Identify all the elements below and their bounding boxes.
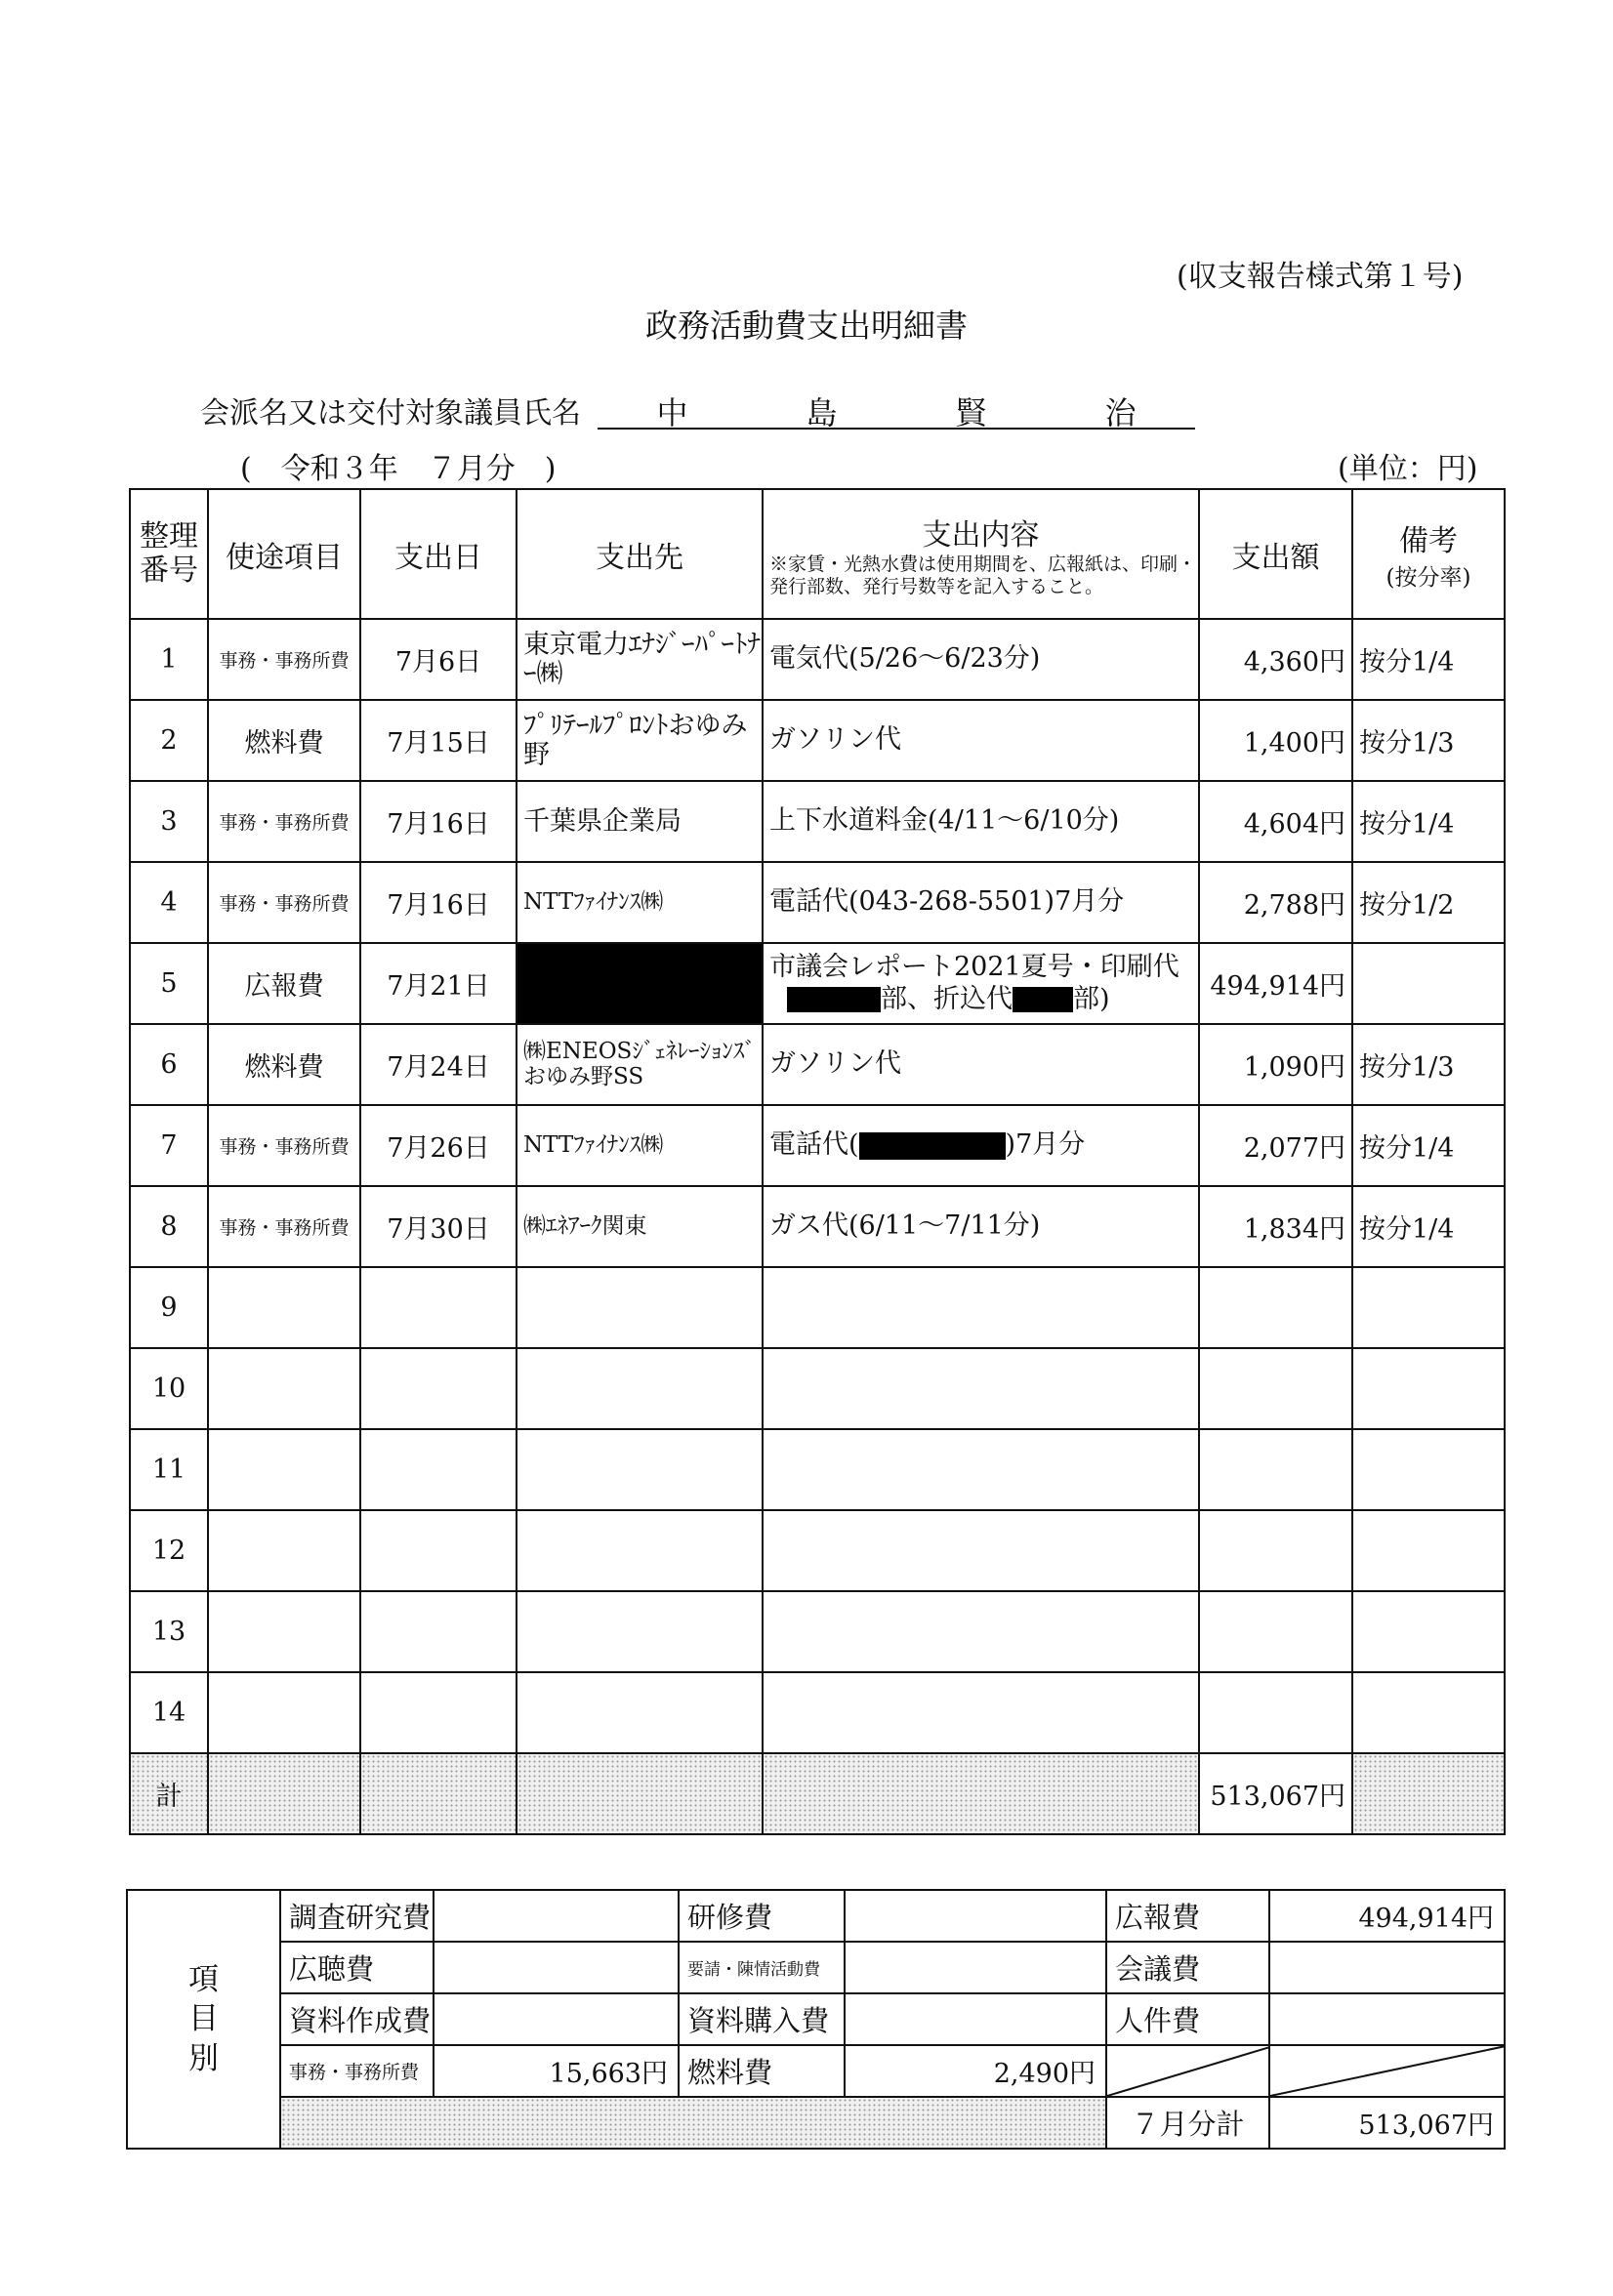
table-row — [130, 700, 1505, 781]
row-payee: NTTﾌｧｲﾅﾝｽ㈱ — [517, 862, 763, 943]
member-name-char: 島 — [806, 394, 838, 431]
diagonal-slash-cell — [1106, 2045, 1269, 2097]
row-content: 電話代(043-268-5501)7月分 — [763, 862, 1199, 943]
summary-item-label: 人件費 — [1106, 1993, 1269, 2045]
row-note: 按分1/3 — [1352, 1024, 1505, 1105]
row-amount: 1,400円 — [1199, 700, 1352, 781]
row-note — [1352, 943, 1505, 1024]
redacted-payee — [517, 943, 763, 1024]
header-content-note: ※家賃・光熱水費は使用期間を、広報紙は、印刷・発行部数、発行号数等を記入すること。 — [769, 553, 1197, 597]
row-payee: NTTﾌｧｲﾅﾝｽ㈱ — [517, 1105, 763, 1186]
summary-item-label: 資料購入費 — [679, 1993, 845, 2045]
form-number: (収支報告様式第１号) — [1177, 260, 1464, 294]
row-content-part: 電話代( — [769, 1129, 859, 1161]
unit-label: (単位：円) — [1338, 452, 1478, 486]
row-content-part: 部) — [1073, 983, 1110, 1014]
row-payee: ㈱ｴﾈｱｰｸ関東 — [517, 1186, 763, 1267]
shaded-cell — [280, 2097, 1106, 2149]
redaction-block — [1013, 987, 1073, 1012]
row-date: 7月6日 — [360, 619, 517, 700]
table-row — [130, 1429, 1505, 1510]
table-row — [130, 619, 1505, 700]
shaded-cell — [1352, 1753, 1505, 1834]
row-note: 按分1/3 — [1352, 700, 1505, 781]
row-content-line1: 市議会レポート2021夏号・印刷代 — [769, 952, 1179, 983]
table-row — [130, 781, 1505, 862]
row-date: 7月30日 — [360, 1186, 517, 1267]
document-title: 政務活動費支出明細書 — [645, 307, 968, 345]
row-content: ガソリン代 — [763, 1024, 1199, 1105]
summary-item-value — [434, 1993, 679, 2045]
member-name-char: 賢 — [955, 394, 987, 431]
row-note: 按分1/4 — [1352, 1105, 1505, 1186]
row-amount: 1,090円 — [1199, 1024, 1352, 1105]
header-payee: 支出先 — [517, 489, 763, 619]
row-content: ガソリン代 — [763, 700, 1199, 781]
row-content-part: 部、折込代 — [881, 983, 1013, 1014]
row-date: 7月16日 — [360, 781, 517, 862]
redaction-block — [787, 987, 881, 1012]
row-payee: ﾌﾟﾘﾃｰﾙﾌﾟﾛﾝﾄおゆみ野 — [517, 700, 763, 781]
shaded-cell — [517, 1753, 763, 1834]
table-row — [130, 1591, 1505, 1672]
row-date: 7月15日 — [360, 700, 517, 781]
diagonal-slash-cell — [1269, 2045, 1505, 2097]
row-payee: ㈱ENEOSｼﾞｪﾈﾚｰｼｮﾝｽﾞおゆみ野SS — [517, 1024, 763, 1105]
row-content: 電気代(5/26～6/23分) — [763, 619, 1199, 700]
row-amount: 2,077円 — [1199, 1105, 1352, 1186]
summary-item-value — [1269, 1993, 1505, 2045]
row-number: 6 — [130, 1024, 208, 1105]
summary-item-label: 広聴費 — [280, 1942, 434, 1993]
row-use: 燃料費 — [208, 700, 360, 781]
row-use: 事務・事務所費 — [208, 1105, 360, 1186]
row-payee: 東京電力ｴﾅｼﾞｰﾊﾟｰﾄﾅｰ㈱ — [517, 619, 763, 700]
row-date: 7月26日 — [360, 1105, 517, 1186]
table-row — [130, 1186, 1505, 1267]
row-number: 3 — [130, 781, 208, 862]
row-amount: 1,834円 — [1199, 1186, 1352, 1267]
row-date: 7月16日 — [360, 862, 517, 943]
row-amount: 2,788円 — [1199, 862, 1352, 943]
row-number: 1 — [130, 619, 208, 700]
table-row — [130, 943, 1505, 1024]
row-amount: 4,604円 — [1199, 781, 1352, 862]
summary-item-label: 燃料費 — [679, 2045, 845, 2097]
summary-item-value — [845, 1942, 1106, 1993]
header-note-title: 備考 — [1399, 524, 1458, 558]
row-date: 7月21日 — [360, 943, 517, 1024]
header-content-title: 支出内容 — [922, 517, 1040, 553]
table-row — [130, 1024, 1505, 1105]
table-row — [130, 1348, 1505, 1429]
summary-item-label: 研修費 — [679, 1890, 845, 1942]
row-use: 燃料費 — [208, 1024, 360, 1105]
summary-item-value — [845, 1890, 1106, 1942]
row-number: 14 — [130, 1672, 208, 1753]
row-number: 12 — [130, 1510, 208, 1591]
row-number: 13 — [130, 1591, 208, 1672]
row-use: 事務・事務所費 — [208, 862, 360, 943]
row-content-part: )7月分 — [1005, 1129, 1086, 1161]
summary-side-label: 項 目 別 — [127, 1890, 280, 2149]
header-note — [1352, 489, 1505, 619]
summary-item-value — [434, 1890, 679, 1942]
row-amount: 494,914円 — [1199, 943, 1352, 1024]
row-note: 按分1/4 — [1352, 1186, 1505, 1267]
summary-row — [127, 1890, 1505, 1942]
summary-item-value: 2,490円 — [845, 2045, 1106, 2097]
summary-total-value: 513,067円 — [1269, 2097, 1505, 2149]
row-amount: 4,360円 — [1199, 619, 1352, 700]
summary-row — [127, 1942, 1505, 1993]
summary-item-value — [1269, 1942, 1505, 1993]
expenditure-table — [129, 488, 1506, 1835]
row-content-line2 — [769, 984, 1198, 1015]
row-number: 10 — [130, 1348, 208, 1429]
table-row — [130, 1672, 1505, 1753]
row-use: 事務・事務所費 — [208, 1186, 360, 1267]
summary-total-label: ７月分計 — [1106, 2097, 1269, 2149]
shaded-cell — [763, 1753, 1199, 1834]
row-number: 2 — [130, 700, 208, 781]
row-number: 5 — [130, 943, 208, 1024]
header-number: 整理番号 — [130, 489, 208, 619]
row-content — [763, 943, 1199, 1024]
summary-row — [127, 1993, 1505, 2045]
summary-table — [126, 1889, 1506, 2150]
summary-item-label: 資料作成費 — [280, 1993, 434, 2045]
summary-item-label: 会議費 — [1106, 1942, 1269, 1993]
row-content: ガス代(6/11～7/11分) — [763, 1186, 1199, 1267]
row-number: 4 — [130, 862, 208, 943]
row-use: 事務・事務所費 — [208, 781, 360, 862]
header-content — [763, 489, 1199, 619]
row-number: 9 — [130, 1267, 208, 1348]
table-row — [130, 1510, 1505, 1591]
header-note-sub: (按分率) — [1386, 565, 1471, 591]
row-content: 上下水道料金(4/11～6/10分) — [763, 781, 1199, 862]
summary-item-label: 調査研究費 — [280, 1890, 434, 1942]
summary-item-value: 15,663円 — [434, 2045, 679, 2097]
diagonal-line — [1270, 2046, 1505, 2096]
summary-item-value — [434, 1942, 679, 1993]
header-amount: 支出額 — [1199, 489, 1352, 619]
table-header-row — [130, 489, 1505, 619]
redaction-block — [859, 1132, 1006, 1160]
total-row — [130, 1753, 1505, 1834]
member-name-char: 治 — [1104, 394, 1137, 431]
total-amount: 513,067円 — [1199, 1753, 1352, 1834]
shaded-cell — [360, 1753, 517, 1834]
header-date: 支出日 — [360, 489, 517, 619]
row-payee: 千葉県企業局 — [517, 781, 763, 862]
summary-total-row — [127, 2097, 1505, 2149]
shaded-cell — [208, 1753, 360, 1834]
header-use: 使途項目 — [208, 489, 360, 619]
diagonal-line — [1107, 2046, 1269, 2096]
row-use: 広報費 — [208, 943, 360, 1024]
member-name — [598, 389, 1195, 430]
summary-item-label: 事務・事務所費 — [280, 2045, 434, 2097]
member-label: 会派名又は交付対象議員氏名 — [200, 396, 581, 430]
report-period: ( 令和３年 ７月分 ) — [240, 452, 557, 486]
row-content — [763, 1105, 1199, 1186]
row-date: 7月24日 — [360, 1024, 517, 1105]
row-number: 8 — [130, 1186, 208, 1267]
summary-item-label: 要請・陳情活動費 — [679, 1942, 845, 1993]
total-label: 計 — [130, 1753, 208, 1834]
table-row — [130, 1105, 1505, 1186]
summary-row — [127, 2045, 1505, 2097]
row-note: 按分1/4 — [1352, 619, 1505, 700]
summary-item-value — [845, 1993, 1106, 2045]
summary-item-value: 494,914円 — [1269, 1890, 1505, 1942]
member-name-char: 中 — [656, 394, 688, 431]
row-number: 7 — [130, 1105, 208, 1186]
summary-item-label: 広報費 — [1106, 1890, 1269, 1942]
row-number: 11 — [130, 1429, 208, 1510]
row-note: 按分1/4 — [1352, 781, 1505, 862]
row-use: 事務・事務所費 — [208, 619, 360, 700]
row-note: 按分1/2 — [1352, 862, 1505, 943]
table-row — [130, 1267, 1505, 1348]
table-row — [130, 862, 1505, 943]
